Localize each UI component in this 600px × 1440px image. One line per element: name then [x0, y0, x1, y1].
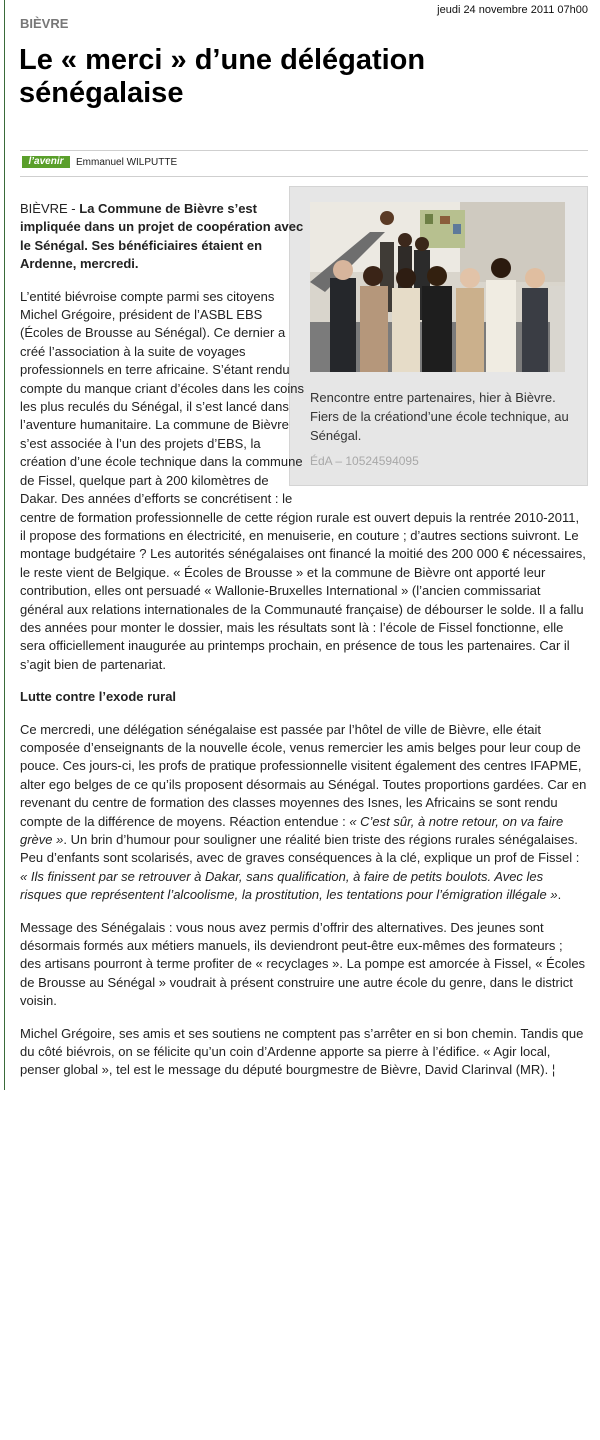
lead-separator: - — [67, 201, 80, 216]
paragraph-1: L’entité biévroise compte parmi ses citoyens Michel Grégoire, président de l’ASBL EBS (Écoles de Brousse au Sénégal). Ce dernier a créé l’association à la suite de voyages professionnels en terre africaine. S’étant rendu compte du manque criant d’écoles dans les coins les plus reculés du Sénégal, il s’est lancé dans l’aventure humanitaire. La commune de Bièvre s’est associée à l’un des projets d’EBS, la création d’une école technique dans la commune de Fissel, quelque part à 200 kilomètres de Dakar. Des années d’efforts se concrétisent : le centre de formation professionnelle de cette région rurale est ouvert depuis la rentrée 2010-2011, il propose des formations en électricité, en menuiserie, en couture ; d’autres sections suivront. Le montage budgétaire ? Les autorités sénégalaises ont financé la moitié des 200 000 € nécessaires, le reste vient de Belgique. « Écoles de Brousse » et la commune de Bièvre ont apporté leur contribution, elles ont persuadé « Wallonie-Bruxelles International » (l’ancien commissariat général aux relations internationales de la Communauté française) de débourser le solde. Il a fallu des années pour monter le dossier, mais les résultats sont là : l’école de Fissel fonctionne, elle sera officiellement inaugurée au printemps prochain, en présence de tous les partenaires. Car il s’agit bien de partenariat. — [20, 288, 586, 672]
p2-text-b: . Un brin d’humour pour souligner une réalité bien triste des régions rurales sénégalaises. Peu d’enfants sont scolarisés, avec de graves conséquences à la clé, explique un prof de Fissel : — [20, 832, 580, 866]
article-body — [20, 200, 587, 1094]
paragraph-2 — [20, 721, 587, 905]
photo-caption: Rencontre entre partenaires, hier à Bièvre. Fiers de la créationd’une école technique, au Sénégal. — [310, 390, 569, 443]
paragraph-4: Michel Grégoire, ses amis et ses soutiens ne comptent pas s’arrêter en si bon chemin. Tandis que du côté biévrois, on se félicite qu’un coin d’Ardenne apporte sa pierre à l’édifice. « Agir local, penser global », tel est le message du député bourgmestre de Bièvre, David Clarinval (MR). ¦ — [20, 1025, 584, 1078]
publication-date: jeudi 24 novembre 2011 07h00 — [437, 4, 588, 16]
subheading: Lutte contre l’exode rural — [20, 689, 177, 705]
lead-text: La Commune de Bièvre s’est impliquée dans un projet de coopération avec le Sénégal. Ses bénéficiaires étaient en Ardenne, mercredi. — [20, 201, 304, 272]
left-rule — [4, 0, 5, 1090]
p2-quote-1: « C’est sûr, à notre retour, on va faire grève » — [20, 813, 564, 847]
lead-place: BIÈVRE — [20, 201, 68, 216]
p2-quote-2: « Ils finissent par se retrouver à Dakar, sans qualification, à faire de petits boulots. Avec les risques que représentent l’alcoolisme, la prostitution, les tentations pour l’émigration illégale » — [20, 868, 558, 903]
paragraph-3: Message des Sénégalais : vous nous avez permis d’offrir des alternatives. Des jeunes sont désormais formés aux métiers manuels, ils deviendront peut-être eux-mêmes des formateurs ; des artisans pourront à terme profiter de « recyclages ». La pompe est amorcée à Fissel, « Écoles de Brousse au Sénégal » voudrait à présent construire une autre école du genre, dans le district voisin. — [20, 919, 586, 1009]
photo-credit: ÉdA – 10524594095 — [310, 454, 419, 468]
p2-text-c: . — [557, 887, 562, 903]
article-title: Le « merci » d’une délégation sénégalaise — [19, 44, 426, 109]
photo-spacer — [305, 200, 587, 492]
section-label: BIÈVRE — [20, 16, 69, 31]
author-name: Emmanuel WILPUTTE — [76, 157, 178, 168]
byline-bar — [20, 150, 588, 177]
p2-text-a: Ce mercredi, une délégation sénégalaise est passée par l’hôtel de ville de Bièvre, elle était composée d’enseignants de la nouvelle école, venus remercier les amis belges pour leur coup de pouce. Ces jours-ci, les profs de pratique professionnelle visitent également des centres IFAPME, alter ego belges de ce qu’ils proposent désormais au Sénégal. Toutes proportions gardées. Car en revenant du centre de formation des classes moyennes des Isnes, les Africains se sont rendu compte de la différence de moyens. Réaction entendue : — [20, 721, 587, 829]
newspaper-logo: l’avenir — [22, 156, 70, 168]
